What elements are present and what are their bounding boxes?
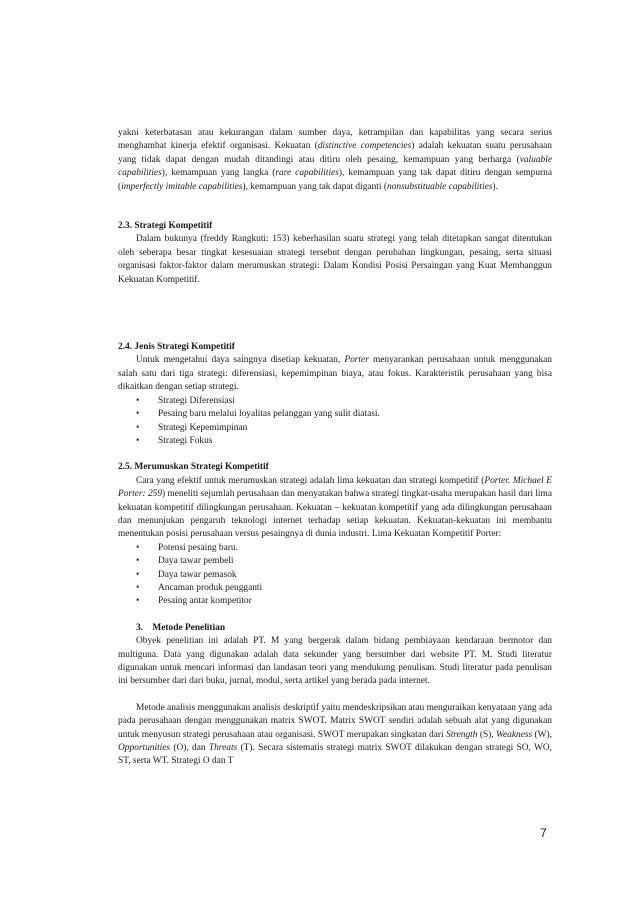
list-item: • Ancaman produk pengganti — [158, 582, 552, 595]
list-item: • Pesaing antar kompetitor — [158, 595, 552, 608]
list-item: • Strategi Kepemimpinan — [158, 422, 552, 435]
section-3-paragraph-2: Metode analisis menggunakan analisis deskriptif yaitu mendeskripsikan atau menguraikan kenyataan yang ada pada perusahaan dengan menggunakan matrix SWOT. Matrix SWOT sendiri adalah sebuah alat yang digunakan untuk menyusun strategi perusahaan atau organisasi. SWOT merupakan singkatan dari Strength (S), Weakness (W), Opportunities (O), dan Threats (T). Secara sistematis strategi matrix SWOT dilakukan dengan strategi SO, WO, ST, serta WT. Strategi O dan T — [118, 702, 552, 767]
section-2-5-paragraph: Cara yang efektif untuk merumuskan strategi adalah lima kekuatan dan strategi kompetitif (Porter. Michael E Porter: 259) meneliti sejumlah perusahaan dan menyatakan bahwa strategi tingkat-usaha merupakan hasil dari lima kekuatan kompetitif dilingkungan perusahaan. Kekuatan – kekuatan kompetitif yang ada dilingkungan perusahaan dan menunjukan pengaruh teknologi internet terhadap setiap kekuatan. Kekuatan-kekuatan ini membantu menentukan posisi perusahaan versus pesaingnya di dunia industri. Lima Kekuatan Kompetitif Porter: — [118, 475, 552, 540]
list-item: • Pesaing baru melalui loyalitas pelanggan yang sulit diatasi. — [158, 408, 552, 421]
list-item: • Daya tawar pembeli — [158, 555, 552, 568]
porter-forces-list — [118, 542, 552, 609]
section-2-3-paragraph: Dalam bukunya (freddy Rangkuti: 153) keberhasilan suatu strategi yang telah ditetapkan sangat ditentukan oleh seberapa besar tingkat kesesuaian strategi tersebut dengan perubahan lingkungan, pesaing, serta situasi organisasi faktor-faktor dalam merumuskan strategi: Dalam Kondisi Posisi Persaingan yang Kuat Membanggun Kekuatan Kompetitif. — [118, 234, 552, 285]
list-item: • Daya tawar pemasok — [158, 569, 552, 582]
list-item: • Potensi pesaing baru. — [158, 542, 552, 555]
section-2-4-heading: 2.4. Jenis Strategi Kompetitif — [118, 342, 235, 353]
page-number: 7 — [540, 826, 547, 840]
intro-paragraph: yakni keterbatasan atau kekurangan dalam sumber daya, ketrampilan dan kapabilitas yang secara serius menghambat kinerja efektif organisasi. Kekuatan (distinctive competencies) adalah kekuatan suatu perusahaan yang tidak dapat dengan mudah ditandingi atau ditiru oleh pesaing, kemampuan yang berharga (valuable capabilities), kemampuan yang langka (rare capabilities), kemampuan yang tak dapat ditiru dengan sempurna (imperfectly imitable capabilities), kemampuan yang tak dapat diganti (nonsubstituable capabilities). — [118, 128, 553, 192]
section-2-5-heading: 2.5. Merumuskan Strategi Kompetitif — [118, 462, 269, 473]
section-2-4-paragraph: Untuk mengetahui daya saingnya disetiap kekuatan, Porter menyarankan perusahaan untuk menggunakan salah satu dari tiga strategi: diferensiasi, kepemimpinan biaya, atau fokus. Karakteristik perusahaan yang bisa dikaitkan dengan setiap strategi. — [118, 355, 552, 393]
section-3-heading: 3. Metode Penelitian — [136, 622, 226, 633]
list-item: • Strategi Fokus — [158, 435, 552, 448]
section-2-3-heading: 2.3. Strategi Kompetitif — [118, 221, 213, 232]
document-body — [118, 127, 552, 769]
section-3-paragraph-1: Obyek penelitian ini adalah PT. M yang bergerak dalam bidang pembiayaan kendaraan bermotor dan multiguna. Data yang digunakan adalah data sekunder yang bersumber dari website PT. M. Studi literatur digunakan untuk mencari informasi dan landasan teori yang mendukung penulisan. Studi literatur pada penulisan ini bersumber dari dari buku, jurnal, modul, serta artikel yang berada pada internet. — [118, 636, 552, 687]
strategy-list — [118, 395, 552, 449]
list-item: • Strategi Diferensiasi — [158, 395, 552, 408]
